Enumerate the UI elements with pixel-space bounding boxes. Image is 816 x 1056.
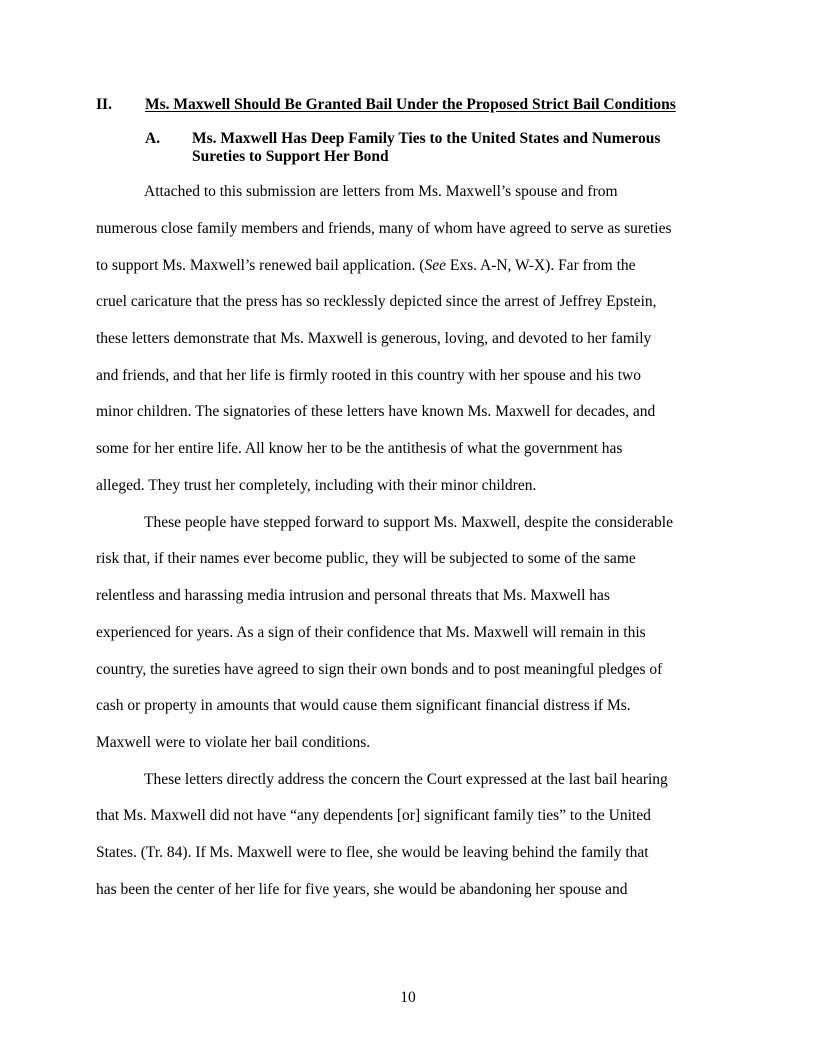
section-number: II. — [96, 96, 112, 113]
citation-signal: See — [424, 257, 446, 274]
subsection-title-line-1: Ms. Maxwell Has Deep Family Ties to the United States and Numerous — [192, 130, 661, 147]
body-line: numerous close family members and friends, many of whom have agreed to serve as sureties — [96, 220, 672, 237]
body-line: country, the sureties have agreed to sign their own bonds and to post meaningful pledges of — [96, 661, 663, 678]
body-line: relentless and harassing media intrusion and personal threats that Ms. Maxwell has — [96, 587, 610, 604]
body-line-segment: Exs. A-N, W-X). Far from the — [449, 257, 636, 274]
body-line: Maxwell were to violate her bail conditions. — [96, 734, 371, 751]
page-number: 10 — [400, 989, 416, 1006]
body-line: has been the center of her life for five years, she would be abandoning her spouse and — [96, 881, 628, 898]
body-line: These letters directly address the concern the Court expressed at the last bail hearing — [144, 771, 668, 788]
subsection-title — [192, 130, 712, 166]
body-line: States. (Tr. 84). If Ms. Maxwell were to flee, she would be leaving behind the family that — [96, 844, 649, 861]
body-line: cash or property in amounts that would cause them significant financial distress if Ms. — [96, 697, 631, 714]
section-title: Ms. Maxwell Should Be Granted Bail Under the Proposed Strict Bail Conditions — [145, 96, 676, 113]
body-line: minor children. The signatories of these letters have known Ms. Maxwell for decades, and — [96, 403, 656, 420]
body-line: and friends, and that her life is firmly rooted in this country with her spouse and his two — [96, 367, 641, 384]
body-line: Attached to this submission are letters from Ms. Maxwell’s spouse and from — [144, 183, 618, 200]
subsection-heading — [145, 130, 715, 170]
body-line: risk that, if their names ever become public, they will be subjected to some of the same — [96, 550, 636, 567]
body-line: experienced for years. As a sign of their confidence that Ms. Maxwell will remain in this — [96, 624, 646, 641]
body-line: cruel caricature that the press has so recklessly depicted since the arrest of Jeffrey Epstein, — [96, 293, 657, 310]
subsection-number: A. — [145, 130, 161, 147]
body-line: that Ms. Maxwell did not have “any dependents [or] significant family ties” to the United — [96, 807, 651, 824]
body-line-segment: to support Ms. Maxwell’s renewed bail application. — [96, 257, 416, 274]
body-line: some for her entire life. All know her to be the antithesis of what the government has — [96, 440, 623, 457]
body-line: These people have stepped forward to support Ms. Maxwell, despite the considerable — [144, 514, 673, 531]
body-line: to support Ms. Maxwell’s renewed bail application. (See Exs. A-N, W-X). Far from the — [96, 257, 636, 274]
subsection-title-line-2: Sureties to Support Her Bond — [192, 148, 389, 165]
body-line: these letters demonstrate that Ms. Maxwell is generous, loving, and devoted to her family — [96, 330, 652, 347]
body-line: alleged. They trust her completely, including with their minor children. — [96, 477, 537, 494]
section-heading — [96, 96, 721, 116]
